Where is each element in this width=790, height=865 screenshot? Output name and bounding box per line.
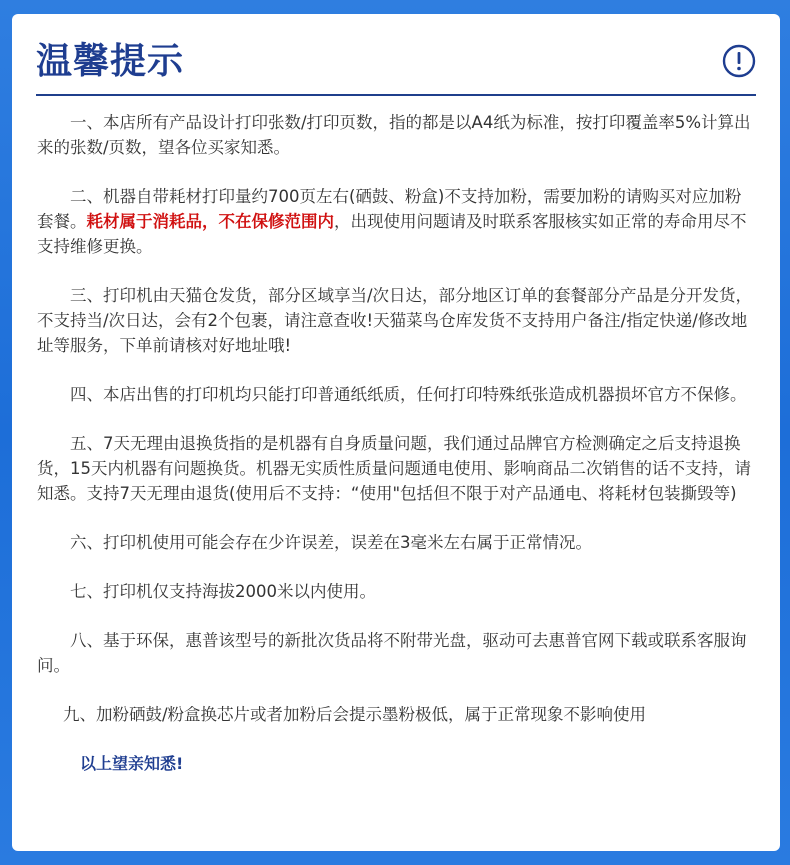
notice-item-9: 九、加粉硒鼓/粉盒换芯片或者加粉后会提示墨粉极低，属于正常现象不影响使用: [63, 705, 647, 724]
exclamation-circle-icon: [722, 44, 756, 78]
notice-item-7: 七、打印机仅支持海拔2000米以内使用。: [70, 582, 376, 601]
notice-item-6: 六、打印机使用可能会存在少许误差，误差在3毫米左右属于正常情况。: [70, 533, 592, 552]
notice-item-2-text-after: ，出现使用问题请及时联系客服核实如正常的寿命用尽不支持维修更换。: [37, 212, 747, 256]
notice-list: [37, 110, 757, 776]
warranty-highlight: 耗材属于消耗品，不在保修范围内: [86, 212, 334, 231]
notice-item-4: 四、本店出售的打印机均只能打印普通纸纸质，任何打印特殊纸张造成机器损坏官方不保修。: [70, 385, 747, 404]
notice-card: [12, 14, 780, 851]
page-title: 温馨提示: [36, 41, 185, 82]
notice-item-8: 八、基于环保，惠普该型号的新批次货品将不附带光盘，驱动可去惠普官网下载或联系客服询问。: [37, 631, 747, 675]
notice-header: [36, 38, 756, 96]
notice-item-2: [37, 184, 757, 259]
notice-item-2-text-before: 二、机器自带耗材打印量约700页左右(硒鼓、粉盒)不支持加粉，需要加粉的请购买对应加粉套餐。: [37, 187, 742, 231]
notice-item-5: 五、7天无理由退换货指的是机器有自身质量问题，我们通过品牌官方检测确定之后支持退换货，15天内机器有问题换货。机器无实质性质量问题通电使用、影响商品二次销售的话不支持，请知悉。支持7天无理由退货(使用后不支持：“使用"包括但不限于对产品通电、将耗材包装撕毁等): [37, 434, 751, 503]
notice-item-1: 一、本店所有产品设计打印张数/打印页数，指的都是以A4纸为标准，按打印覆盖率5%计算出来的张数/页数，望各位买家知悉。: [37, 113, 751, 157]
notice-item-3: 三、打印机由天猫仓发货，部分区域享当/次日达，部分地区订单的套餐部分产品是分开发货，不支持当/次日达，会有2个包裹，请注意查收!天猫菜鸟仓库发货不支持用户备注/指定快递/修改地址等服务，下单前请核对好地址哦!: [37, 286, 753, 355]
closing-note: 以上望亲知悉!: [80, 754, 184, 773]
